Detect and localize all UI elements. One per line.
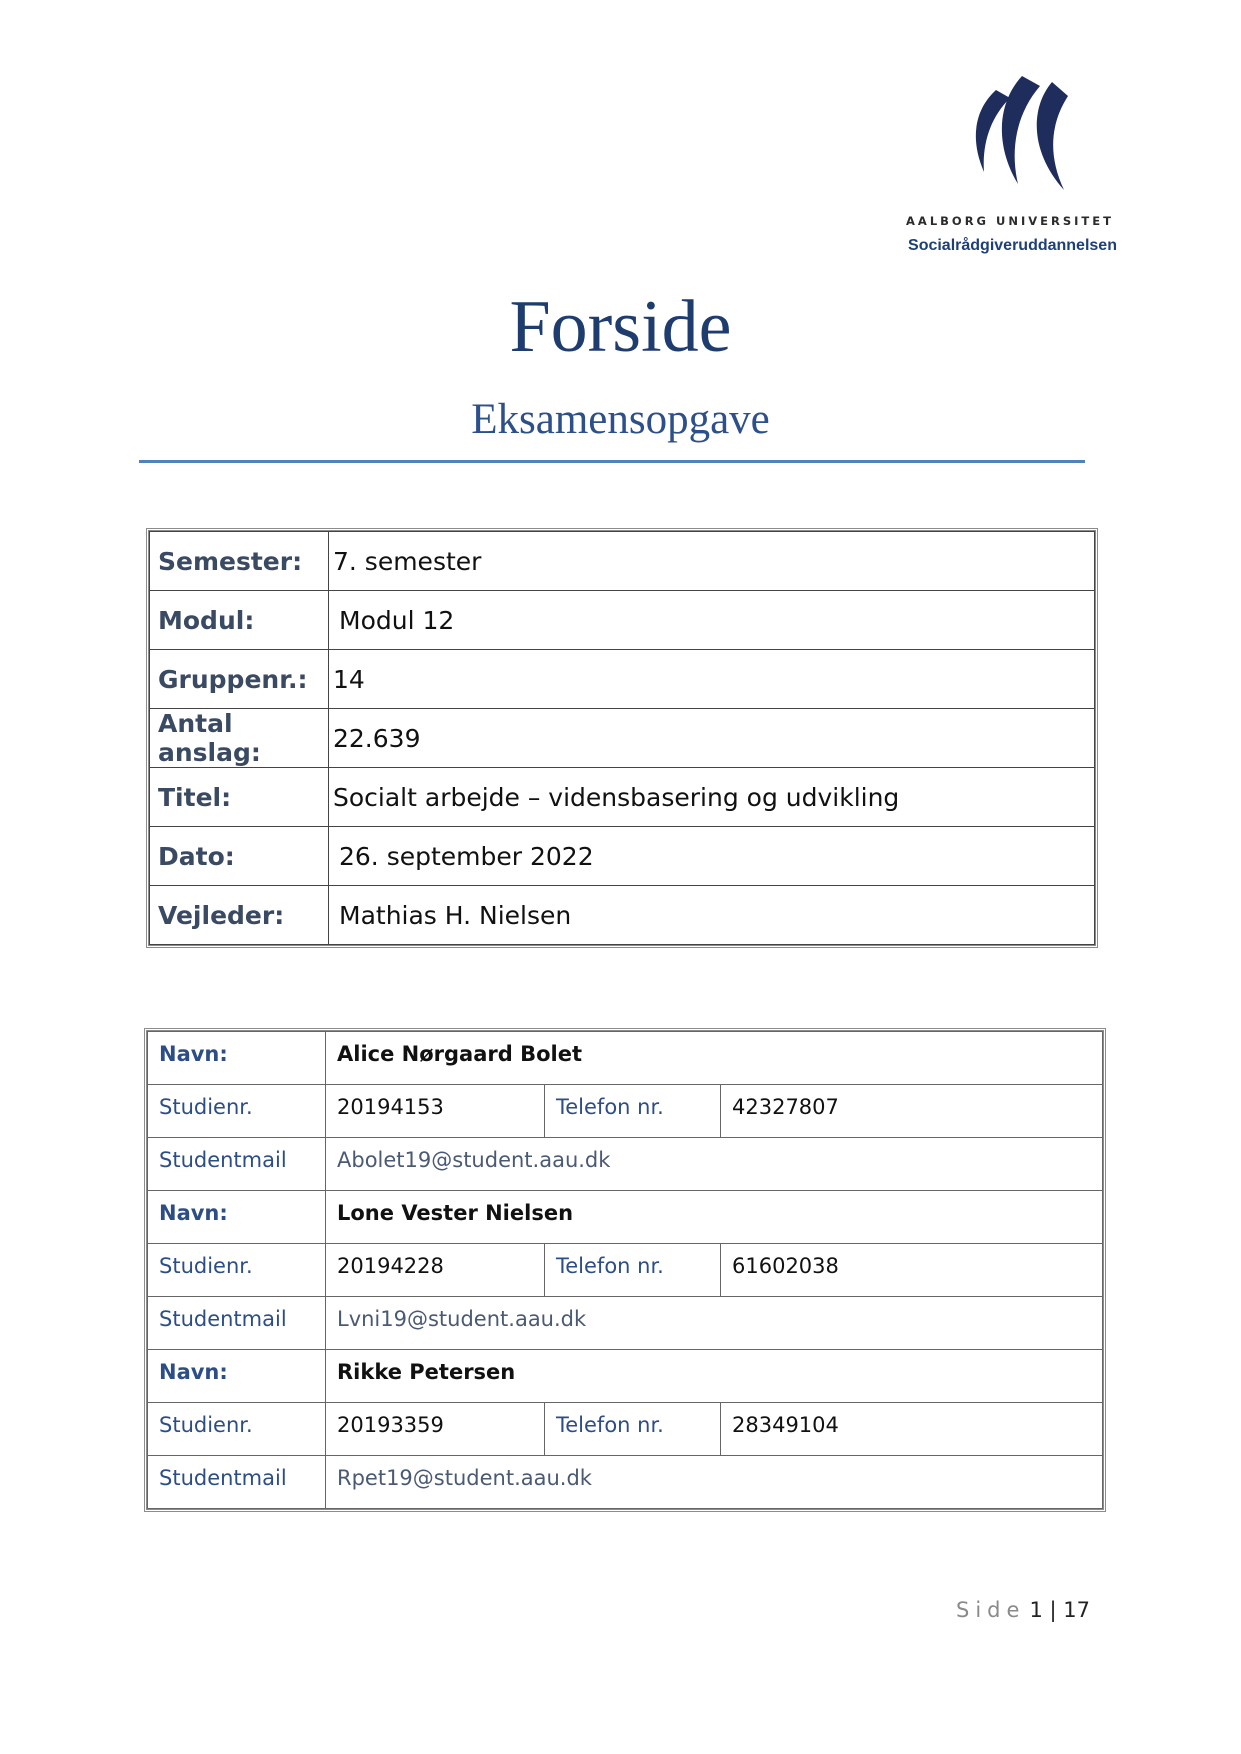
- student-phone: 28349104: [721, 1403, 1103, 1456]
- student-mail-row: [148, 1456, 1103, 1509]
- page-separator: |: [1049, 1598, 1057, 1622]
- info-value: 7. semester: [329, 532, 1095, 591]
- student-mail: Abolet19@student.aau.dk: [326, 1138, 1103, 1191]
- student-id-label: Studienr.: [148, 1085, 326, 1138]
- university-name: AALBORG UNIVERSITET: [906, 214, 1114, 228]
- department-name: Socialrådgiveruddannelsen: [908, 237, 1117, 254]
- info-value: Socialt arbejde – vidensbasering og udvikling: [329, 768, 1095, 827]
- info-value: Mathias H. Nielsen: [329, 886, 1095, 945]
- mail-label: Studentmail: [148, 1138, 326, 1191]
- student-id-label: Studienr.: [148, 1244, 326, 1297]
- info-label: Vejleder:: [150, 886, 329, 945]
- student-phone: 61602038: [721, 1244, 1103, 1297]
- info-row-semester: [150, 532, 1095, 591]
- aau-logo-icon: [960, 72, 1070, 192]
- student-name-row: [148, 1032, 1103, 1085]
- info-label: Modul:: [150, 591, 329, 650]
- info-label: Antal anslag:: [150, 709, 329, 768]
- phone-label: Telefon nr.: [545, 1244, 721, 1297]
- info-row-modul: [150, 591, 1095, 650]
- mail-label: Studentmail: [148, 1456, 326, 1509]
- student-id-label: Studienr.: [148, 1403, 326, 1456]
- info-label: Gruppenr.:: [150, 650, 329, 709]
- student-mail: Rpet19@student.aau.dk: [326, 1456, 1103, 1509]
- info-label: Semester:: [150, 532, 329, 591]
- student-name: Alice Nørgaard Bolet: [326, 1032, 1103, 1085]
- info-value: 26. september 2022: [329, 827, 1095, 886]
- student-name-row: [148, 1191, 1103, 1244]
- info-row-gruppenr: [150, 650, 1095, 709]
- info-value: Modul 12: [329, 591, 1095, 650]
- info-row-anslag: [150, 709, 1095, 768]
- student-id-row: [148, 1085, 1103, 1138]
- info-label: Dato:: [150, 827, 329, 886]
- name-label: Navn:: [148, 1191, 326, 1244]
- info-row-vejleder: [150, 886, 1095, 945]
- info-label: Titel:: [150, 768, 329, 827]
- info-value: 22.639: [329, 709, 1095, 768]
- student-name: Lone Vester Nielsen: [326, 1191, 1103, 1244]
- title-divider: [139, 460, 1085, 463]
- student-id: 20194153: [326, 1085, 545, 1138]
- page-total: 17: [1063, 1598, 1090, 1622]
- page-side-label: Side: [956, 1598, 1026, 1622]
- student-mail-row: [148, 1138, 1103, 1191]
- info-value: 14: [329, 650, 1095, 709]
- student-id-row: [148, 1244, 1103, 1297]
- info-row-dato: [150, 827, 1095, 886]
- student-id: 20193359: [326, 1403, 545, 1456]
- page-subtitle: Eksamensopgave: [471, 396, 770, 443]
- student-mail: Lvni19@student.aau.dk: [326, 1297, 1103, 1350]
- student-table: [144, 1028, 1106, 1512]
- student-name-row: [148, 1350, 1103, 1403]
- page-footer: [940, 1598, 1090, 1622]
- student-name: Rikke Petersen: [326, 1350, 1103, 1403]
- page-title: Forside: [509, 286, 732, 368]
- name-label: Navn:: [148, 1032, 326, 1085]
- page-number: 1: [1029, 1598, 1043, 1622]
- student-phone: 42327807: [721, 1085, 1103, 1138]
- mail-label: Studentmail: [148, 1297, 326, 1350]
- phone-label: Telefon nr.: [545, 1403, 721, 1456]
- phone-label: Telefon nr.: [545, 1085, 721, 1138]
- name-label: Navn:: [148, 1350, 326, 1403]
- student-id: 20194228: [326, 1244, 545, 1297]
- student-id-row: [148, 1403, 1103, 1456]
- student-mail-row: [148, 1297, 1103, 1350]
- exam-info-table: [146, 528, 1098, 948]
- info-row-titel: [150, 768, 1095, 827]
